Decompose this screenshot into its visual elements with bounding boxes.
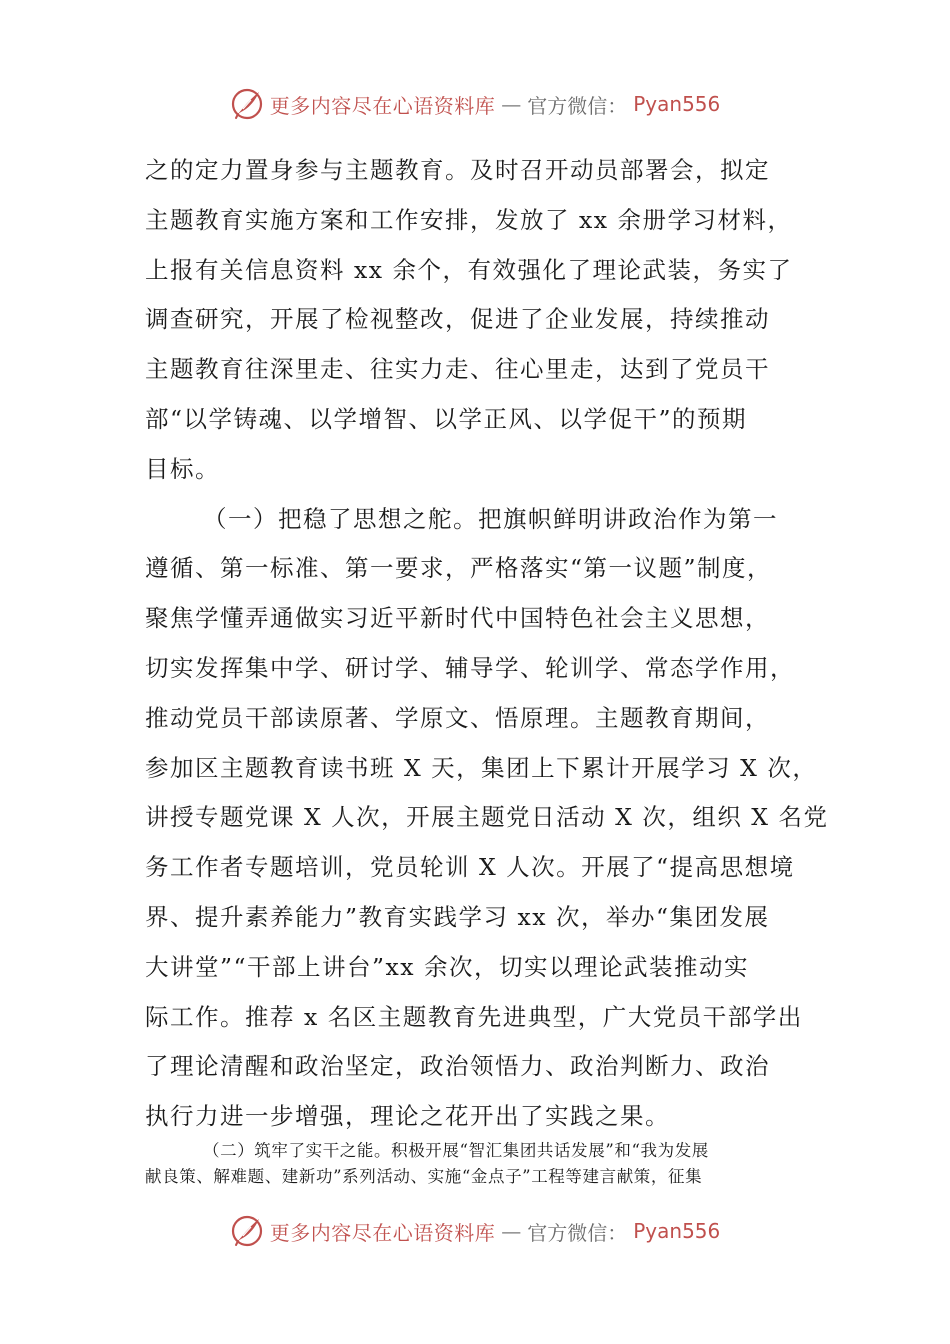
- body-line: 推动党员干部读原著、学原文、悟原理。主题教育期间，: [145, 703, 770, 732]
- body-line: 切实发挥集中学、研讨学、辅导学、轮训学、常态学作用，: [145, 653, 795, 682]
- watermark-contact-label: 官方微信：: [527, 93, 628, 118]
- body-line: 遵循、第一标准、第一要求，严格落实“第一议题”制度，: [145, 554, 773, 583]
- watermark-dash: —: [501, 92, 522, 116]
- body-line: 讲授专题党课 X 人次，开展主题党日活动 X 次，组织 X 名党: [145, 803, 829, 832]
- watermark-contact-id: Pyan556: [633, 92, 721, 116]
- body-line: 上报有关信息资料 xx 余个，有效强化了理论武装，务实了: [145, 255, 793, 284]
- quill-logo-icon: [230, 1214, 264, 1248]
- body-line: 主题教育实施方案和工作安排，发放了 xx 余册学习材料，: [145, 205, 793, 234]
- body-line: 了理论清醒和政治坚定，政治领悟力、政治判断力、政治: [145, 1052, 770, 1081]
- footer-watermark: [0, 1211, 950, 1251]
- body-line: 主题教育往深里走、往实力走、往心里走，达到了党员干: [145, 355, 770, 384]
- body-line: 际工作。推荐 x 名区主题教育先进典型，广大党员干部学出: [145, 1002, 803, 1031]
- watermark-contact-id: Pyan556: [633, 1219, 721, 1243]
- watermark-text: 更多内容尽在心语资料库: [269, 93, 496, 118]
- section-heading-line: （一）把稳了思想之舵。把旗帜鲜明讲政治作为第一: [203, 504, 778, 533]
- body-line: 部“以学铸魂、以学增智、以学正风、以学促干”的预期: [145, 404, 748, 433]
- body-line: 界、提升素养能力”教育实践学习 xx 次，举办“集团发展: [145, 902, 770, 931]
- header-watermark: [0, 84, 950, 124]
- body-line: 调查研究，开展了检视整改，促进了企业发展，持续推动: [145, 305, 770, 334]
- watermark-contact-label: 官方微信：: [527, 1220, 628, 1245]
- body-line: 之的定力置身参与主题教育。及时召开动员部署会，拟定: [145, 156, 770, 184]
- body-line: 务工作者专题培训，党员轮训 X 人次。开展了“提高思想境: [145, 853, 795, 882]
- watermark-dash: —: [501, 1219, 522, 1243]
- quill-logo-icon: [230, 87, 264, 121]
- body-line: 聚焦学懂弄通做实习近平新时代中国特色社会主义思想，: [145, 604, 770, 633]
- small-text-block: [145, 1138, 810, 1190]
- body-line: 目标。: [145, 454, 220, 483]
- small-heading-line: （二）筑牢了实干之能。积极开展“智汇集团共话发展”和“我为发展: [203, 1141, 709, 1160]
- body-line: 参加区主题教育读书班 X 天，集团上下累计开展学习 X 次，: [145, 753, 818, 782]
- body-line: 大讲堂”“干部上讲台”xx 余次，切实以理论武装推动实: [145, 952, 750, 981]
- watermark-text: 更多内容尽在心语资料库: [269, 1220, 496, 1245]
- body-line: 执行力进一步增强，理论之花开出了实践之果。: [145, 1102, 670, 1131]
- small-body-line: 献良策、解难题、建新功”系列活动、实施“金点子”工程等建言献策，征集: [145, 1167, 703, 1186]
- document-body: [145, 146, 829, 1142]
